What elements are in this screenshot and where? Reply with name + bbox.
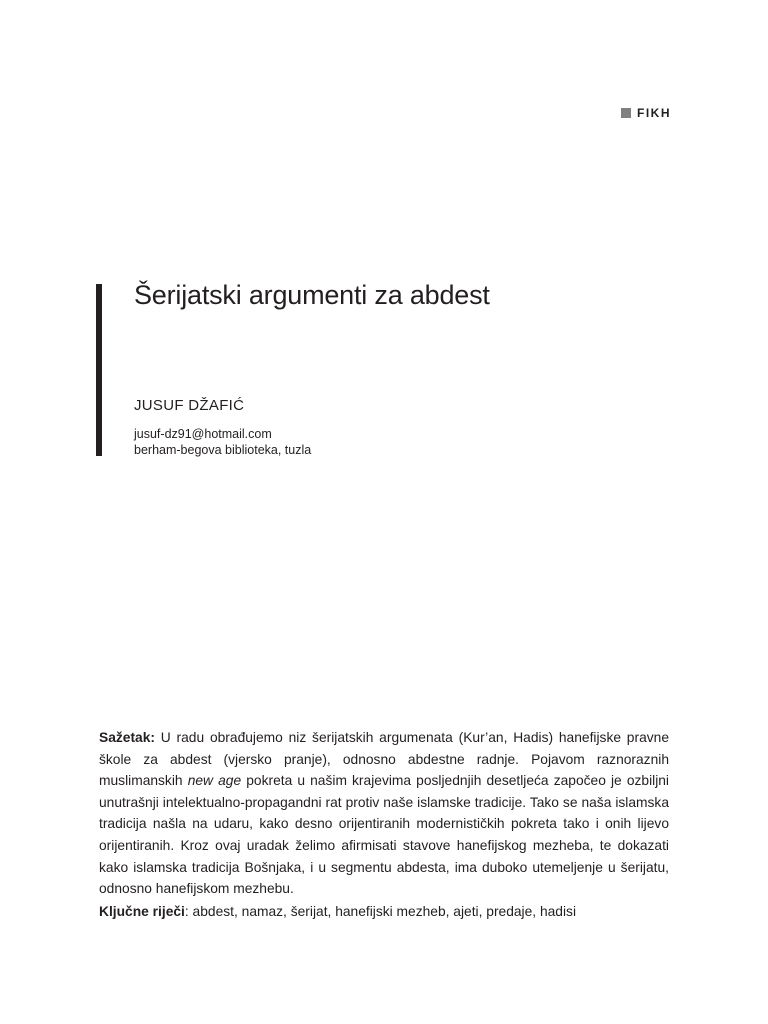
abstract-text-1: U radu obrađujemo niz šerijatskih argumenata (Kur’an, Hadis) hanefijske pravne škole za abdest (vjersko pranje), odnosno abdestne radnje. Pojavom raznoraznih muslimanskih — [99, 730, 669, 789]
abstract-text-2: pokreta u našim krajevima posljednjih desetljeća započeo je ozbiljni unutrašnji intelektualno-propagandni rat protiv naše islamske tradicije. Tako se naša islamska tradicija našla na udaru, kako desno orijentiranih modernističkih pokreta tako i onih lijevo orijentiranih. Kroz ovaj uradak želimo afirmisati stavove hanefijskog mezheba, te dokazati kako islamska tradicija Bošnjaka, i u segmentu abdesta, ima duboko utemeljenje u šerijatu, odnosno hanefijskom mezhebu. — [99, 773, 669, 897]
abstract-emphasis: new age — [187, 773, 242, 789]
abstract — [99, 727, 669, 900]
section-square-icon — [621, 108, 631, 118]
author-name: JUSUF DŽAFIĆ — [134, 397, 245, 414]
article-title: Šerijatski argumenti za abdest — [134, 280, 490, 310]
keywords-text: : abdest, namaz, šerijat, hanefijski mezheb, ajeti, predaje, hadisi — [184, 904, 577, 919]
keywords-label: Ključne riječi — [99, 904, 185, 919]
keywords — [99, 901, 669, 923]
author-affiliation: berham-begova biblioteka, tuzla — [134, 443, 312, 457]
section-tag — [621, 106, 671, 120]
section-label: FIKH — [637, 106, 671, 120]
abstract-label: Sažetak: — [99, 730, 155, 745]
title-accent-bar — [96, 284, 102, 456]
author-email: jusuf-dz91@hotmail.com — [134, 427, 272, 441]
author-contact — [134, 426, 311, 458]
